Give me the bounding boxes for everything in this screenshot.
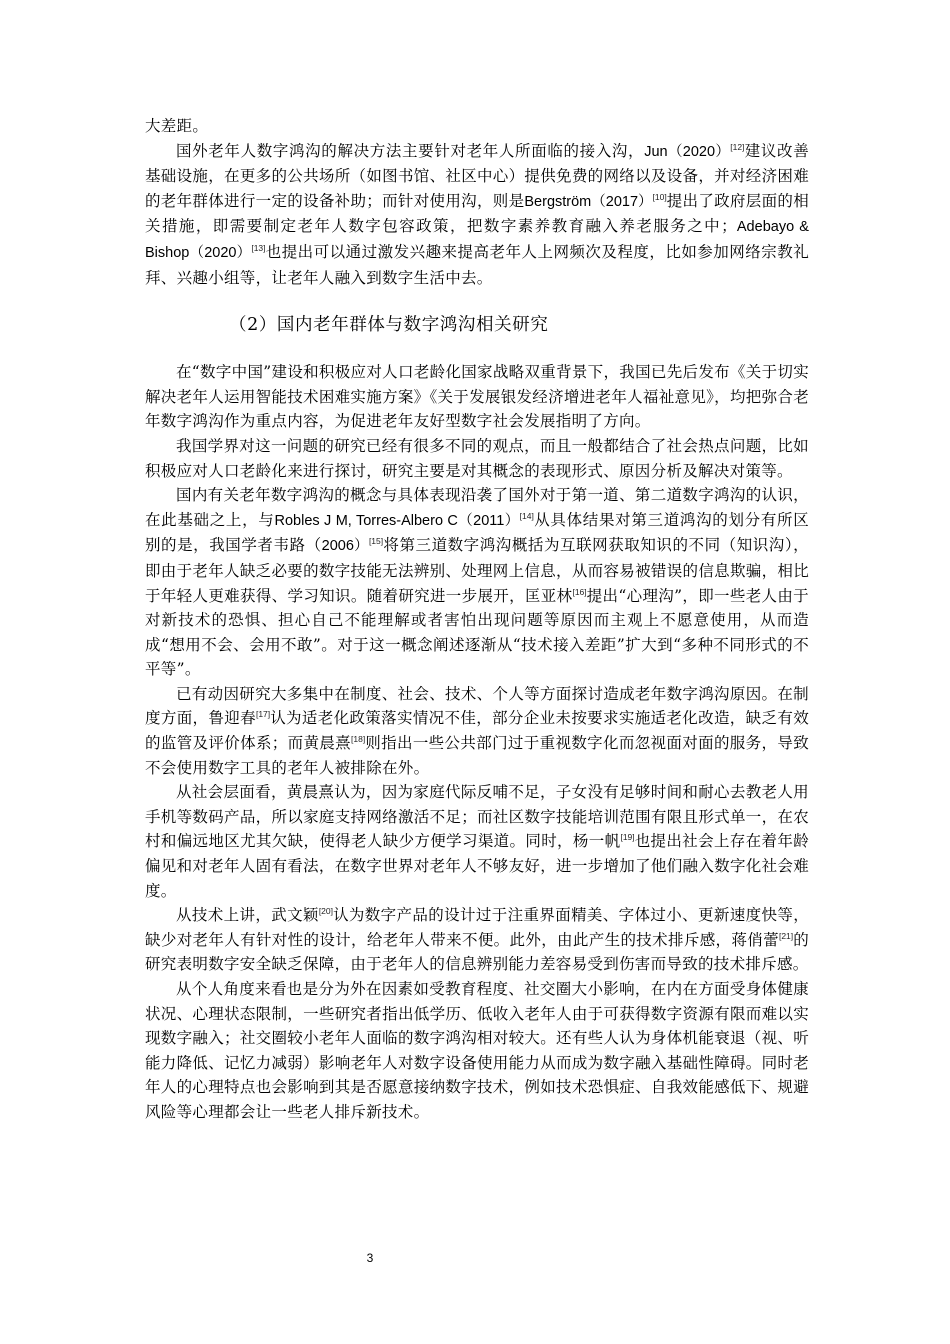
- text: 从具体结果对第三道鸿沟的划分有所区别的是，我国学者韦路（: [145, 510, 809, 555]
- reference-marker: [15]: [368, 536, 384, 547]
- text: 也提出可以通过激发兴趣来提高老年人上网频次及程度，比如参加网络宗教礼拜、兴趣小组等，让老年人融入到数字生活中去。: [145, 242, 810, 287]
- text: 将第三道数字鸿沟概括为互联网获取知识的不同（知识沟），即由于老年人缺乏必要的数字技能无法辨别、处理网上信息，从而容易被错误的信息欺骗，相比于年轻人更难获得、学习知识。随着研究进一步展开，匡亚林: [145, 536, 809, 605]
- reference-marker: [18]: [351, 734, 366, 745]
- reference-marker: [19]: [620, 832, 635, 843]
- paragraph-intro-tail: 大差距。: [145, 117, 209, 135]
- text: 国外老年人数字鸿沟的解决方法主要针对老年人所面临的接入沟，: [176, 141, 645, 160]
- reference-marker: [10]: [652, 191, 667, 202]
- author-citation: Robles J M, Torres-Albero C（2011）: [274, 512, 520, 529]
- text: 已有动因研究大多集中在制度、社会、技术、个人等方面探讨造成老年数字鸿沟原因。在制度方面，鲁迎春: [145, 684, 809, 728]
- reference-marker: [13]: [251, 242, 266, 253]
- text: 提出了政府层面的相关措施，即需要制定老年人数字包容政策，把数字素养教育融入养老服务之中；: [145, 191, 809, 236]
- author-citation: Adebayo & Bishop（2020）: [145, 219, 809, 261]
- text: 则指出一些公共部门过于重视数字化而忽视面对面的服务，导致不会使用数字工具的老年人被排除在外。: [145, 734, 810, 777]
- page-number: 3: [366, 1251, 374, 1265]
- paragraph-policy-background: 在“数字中国”建设和积极应对人口老龄化国家战略双重背景下，我国已先后发布《关于切实解决老年人运用智能技术困难实施方案》《关于发展银发经济增进老年人福祉意见》，均把弥合老年数字鸿沟作为重点内容，为促进老年友好型数字社会发展指明了方向。: [145, 363, 809, 431]
- text: 国内有关老年数字鸿沟的概念与具体表现沿袭了国外对于第一道、第二道数字鸿沟的认识，在此基础之上，与: [145, 486, 809, 529]
- reference-marker: [20]: [318, 906, 333, 917]
- text: 提出“心理沟”，即一些老人由于对新技术的恐惧、担心自己不能理解或者害怕出现问题等原因而主观上不愿意使用，从而造成“想用不会、会用不敢”。对于这一概念阐述逐渐从“技术接入差距”扩大到“多种不同形式的不平等”。: [145, 586, 809, 679]
- paragraph-individual: 从个人角度来看也是分为外在因素如受教育程度、社交圈大小影响，在内在方面受身体健康状况、心理状态限制，一些研究者指出低学历、低收入老年人由于可获得数字资源有限而难以实现数字融入；社交圈较小老年人面临的数字鸿沟相对较大。还有些人认为身体机能衰退（视、听能力降低、记忆力减弱）影响老年人对数字设备使用能力从而成为数字融入基础性障碍。同时老年人的心理特点也会影响到其是否愿意接纳数字技术，例如技术恐惧症、自我效能感低下、规避风险等心理都会让一些老人排斥新技术。: [145, 980, 809, 1121]
- text: 的研究表明数字安全缺乏保障，由于老年人的信息辨别能力差容易受到伤害而导致的技术排斥感。: [145, 930, 809, 974]
- text: 也提出社会上存在着年龄偏见和对老年人固有看法，在数字世界对老年人不够友好，进一步增加了他们融入数字化社会难度。: [145, 832, 809, 900]
- reference-marker: [14]: [519, 510, 534, 521]
- author-citation: Jun（2020）: [644, 143, 731, 160]
- paragraph-foreign-solutions: [145, 139, 809, 291]
- section-heading: （2）国内老年群体与数字鸿沟相关研究: [229, 315, 549, 336]
- paragraph-social: [145, 780, 809, 903]
- author-citation: Bergström（2017）: [524, 193, 653, 210]
- author-citation: 2006）: [321, 538, 369, 555]
- text: 认为适老化政策落实情况不佳，部分企业未按要求实施适老化改造，缺乏有效的监管及评价体系；而黄晨熹: [145, 709, 810, 753]
- paragraph-technology: [145, 903, 809, 977]
- paragraph-academia: 我国学界对这一问题的研究已经有很多不同的观点，而且一般都结合了社会热点问题，比如积极应对人口老龄化来进行探讨，研究主要是对其概念的表现形式、原因分析及解决对策等。: [145, 436, 809, 480]
- reference-marker: [16]: [572, 586, 587, 597]
- text: 从技术上讲，武文颖: [176, 906, 319, 925]
- reference-marker: [17]: [255, 709, 271, 720]
- text: 认为数字产品的设计过于注重界面精美、字体过小、更新速度快等，缺少对老年人有针对性的设计，给老年人带来不便。此外，由此产生的技术排斥感，蒋俏蕾: [145, 906, 809, 949]
- paragraph-institution: [145, 682, 809, 780]
- reference-marker: [12]: [730, 141, 745, 152]
- page-body: [145, 114, 809, 1125]
- reference-marker: [21]: [778, 930, 794, 941]
- text: 从社会层面看，黄晨熹认为，因为家庭代际反哺不足，子女没有足够时间和耐心去教老人用手机等数码产品，所以家庭支持网络激活不足；而社区数字技能培训范围有限且形式单一，在农村和偏远地区尤其欠缺，使得老人缺少方便学习渠道。同时，杨一帆: [145, 783, 809, 851]
- paragraph-concept: [145, 483, 809, 682]
- text: 建议改善基础设施，在更多的公共场所（如图书馆、社区中心）提供免费的网络以及设备，并对经济困难的老年群体进行一定的设备补助；而针对使用沟，则是: [145, 141, 810, 210]
